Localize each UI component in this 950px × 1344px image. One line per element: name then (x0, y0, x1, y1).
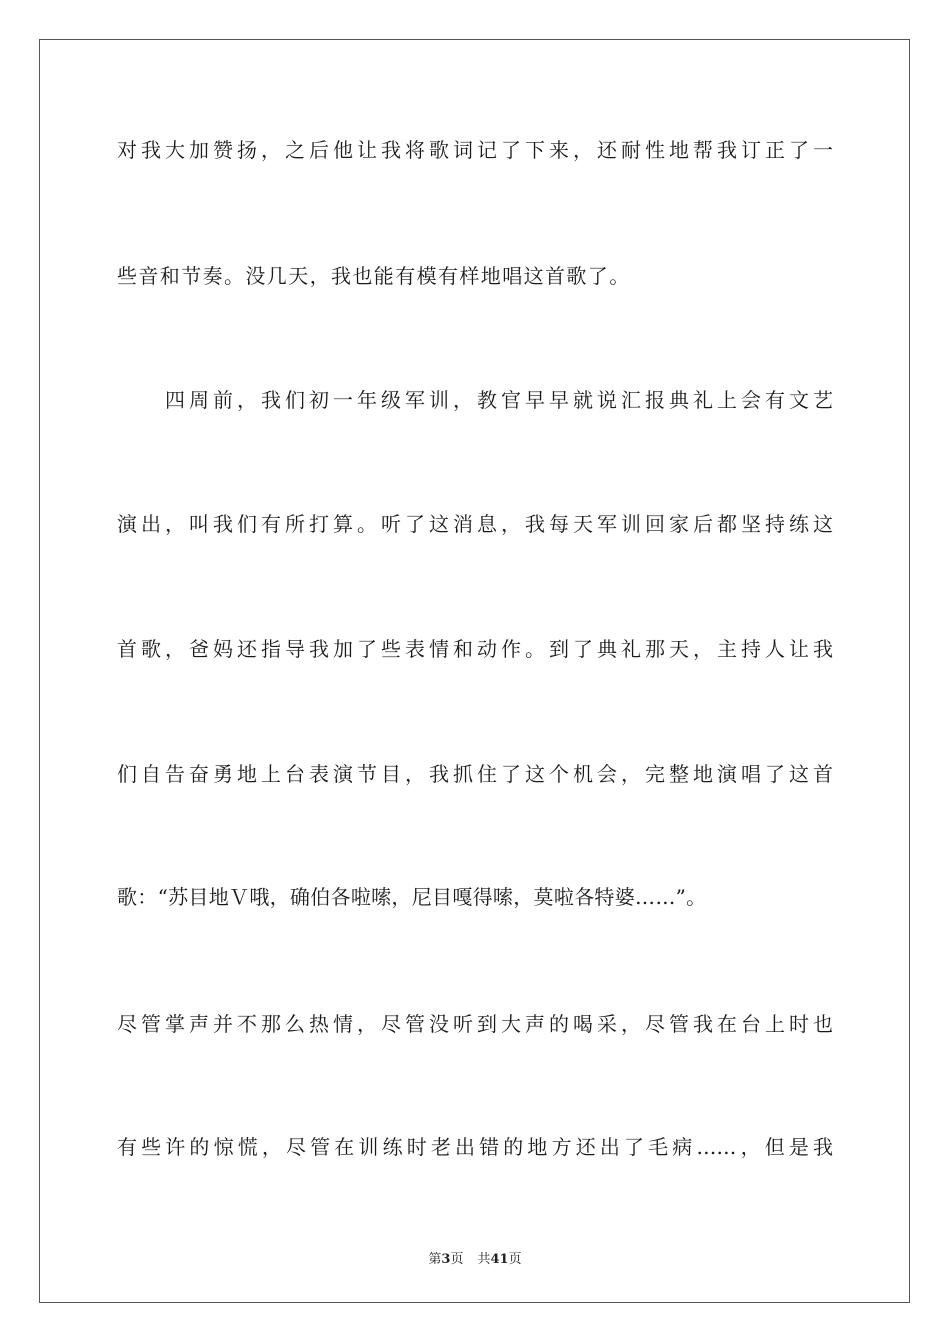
footer-page-prefix: 第 (428, 1252, 442, 1267)
body-text-line: 演出，叫我们有所打算。听了这消息，我每天军训回家后都坚持练这 (117, 512, 833, 536)
body-text-line: 首歌，爸妈还指导我加了些表情和动作。到了典礼那天，主持人让我 (117, 637, 833, 661)
body-text-line: 对我大加赞扬，之后他让我将歌词记了下来，还耐性地帮我订正了一 (117, 138, 833, 162)
page-footer (0, 1248, 950, 1267)
body-text-line: 们自告奋勇地上台表演节目，我抓住了这个机会，完整地演唱了这首 (117, 762, 833, 786)
footer-page-suffix: 页 (450, 1252, 464, 1267)
footer-total-suffix: 页 (508, 1252, 522, 1267)
footer-total-pages: 41 (490, 1252, 509, 1267)
body-text-line: 有些许的惊慌，尽管在训练时老出错的地方还出了毛病……，但是我 (117, 1135, 833, 1159)
body-text-line: 些音和节奏。没几天，我也能有模有样地唱这首歌了。 (117, 264, 631, 288)
paragraph-first-line: 四周前，我们初一年级军训，教官早早就说汇报典礼上会有文艺 (165, 388, 833, 412)
page-border (39, 39, 910, 1303)
body-text-line: 歌：“苏目地Ｖ哦，确伯各啦嗦，尼目嘎得嗦，莫啦各特婆……”。 (117, 885, 707, 909)
footer-page-number: 3 (441, 1252, 451, 1267)
footer-total-prefix: 共 (477, 1252, 491, 1267)
body-text-line: 尽管掌声并不那么热情，尽管没听到大声的喝采，尽管我在台上时也 (117, 1012, 833, 1036)
